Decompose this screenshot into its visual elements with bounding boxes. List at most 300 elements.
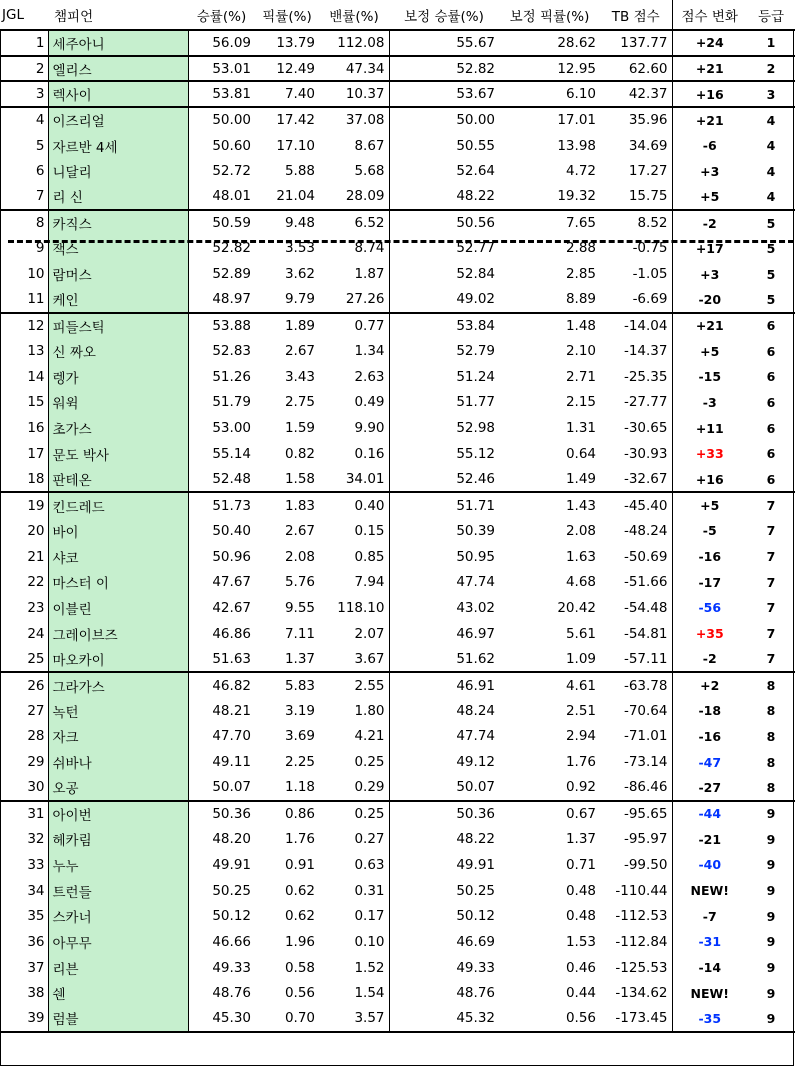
grade-cell: 9 xyxy=(766,934,776,950)
tb-score-cell: -54.48 xyxy=(623,599,668,616)
winrate-cell: 51.79 xyxy=(212,394,251,411)
banrate-cell: 10.37 xyxy=(319,81,389,107)
adj-winrate-cell: 47.74 xyxy=(456,574,495,591)
adj-pickrate-cell: 13.98 xyxy=(557,137,596,154)
grade-cell: 5 xyxy=(766,266,776,282)
banrate-cell: 118.10 xyxy=(319,595,389,621)
table-row xyxy=(0,955,795,981)
tb-score-cell: -54.81 xyxy=(623,625,668,642)
adj-winrate-cell: 55.67 xyxy=(389,30,499,56)
grade-cell: 9 xyxy=(766,960,776,976)
table-row xyxy=(0,878,795,904)
tb-score-cell: -95.65 xyxy=(600,801,672,827)
tb-score-cell: 17.27 xyxy=(628,163,668,180)
tb-score-cell: 62.60 xyxy=(600,56,672,82)
banrate-cell: 0.15 xyxy=(319,518,389,544)
adj-winrate-cell: 51.77 xyxy=(456,394,495,411)
banrate-cell: 1.52 xyxy=(319,955,389,981)
adj-winrate-cell: 51.71 xyxy=(389,492,499,518)
tb-score-cell: -173.45 xyxy=(600,1006,672,1032)
grade-cell: 8 xyxy=(766,728,776,744)
champion-name: 헤카림 xyxy=(48,826,188,852)
champion-name: 그라가스 xyxy=(48,672,188,698)
tb-score-cell: -14.37 xyxy=(623,343,668,360)
grade-cell: 6 xyxy=(766,471,776,487)
rank-cell: 8 xyxy=(0,210,48,236)
banrate-cell: 0.16 xyxy=(319,441,389,467)
banrate-cell: 37.08 xyxy=(319,107,389,133)
rank-cell: 28 xyxy=(0,724,48,750)
rank-cell: 30 xyxy=(0,775,48,801)
score-change-cell: -44 xyxy=(672,801,747,827)
tb-score-cell: -51.66 xyxy=(623,574,668,591)
grade-cell: 9 xyxy=(747,1006,795,1032)
pickrate-cell: 0.56 xyxy=(284,985,315,1002)
table-row xyxy=(0,621,795,647)
tb-score-cell: -27.77 xyxy=(623,394,668,411)
table-row xyxy=(0,647,795,673)
header-score-change: 점수 변화 xyxy=(672,0,747,30)
adj-winrate-cell: 49.33 xyxy=(456,959,495,976)
champion-name: 워윅 xyxy=(48,390,188,416)
table-row xyxy=(0,775,795,801)
tb-score-cell: -30.65 xyxy=(623,420,668,437)
adj-pickrate-cell: 6.10 xyxy=(499,81,600,107)
banrate-cell: 0.31 xyxy=(319,878,389,904)
rank-cell: 31 xyxy=(0,801,48,827)
rank-cell: 9 xyxy=(0,236,48,262)
adj-pickrate-cell: 0.71 xyxy=(565,856,596,873)
rank-cell: 25 xyxy=(0,647,48,673)
rank-cell: 1 xyxy=(0,30,48,56)
champion-name: 그레이브즈 xyxy=(48,621,188,647)
tb-score-cell: -25.35 xyxy=(623,368,668,385)
table-row xyxy=(0,569,795,595)
rank-cell: 2 xyxy=(0,56,48,82)
winrate-cell: 52.48 xyxy=(212,471,251,488)
adj-pickrate-cell: 2.08 xyxy=(565,522,596,539)
rank-cell: 11 xyxy=(0,287,48,313)
score-change-cell: +2 xyxy=(672,672,747,698)
rank-cell: 26 xyxy=(0,672,48,698)
banrate-cell: 27.26 xyxy=(319,287,389,313)
adj-pickrate-cell: 4.61 xyxy=(499,672,600,698)
banrate-cell: 8.67 xyxy=(319,133,389,159)
grade-cell: 3 xyxy=(747,81,795,107)
score-change-cell: NEW! xyxy=(672,878,747,904)
banrate-cell: 0.85 xyxy=(319,544,389,570)
rank-cell: 10 xyxy=(0,261,48,287)
champion-name: 자르반 4세 xyxy=(48,133,188,159)
champion-name: 카직스 xyxy=(48,210,188,236)
tb-score-cell: -6.69 xyxy=(632,291,668,308)
pickrate-cell: 3.19 xyxy=(284,702,315,719)
score-change-cell: +35 xyxy=(672,621,747,647)
adj-winrate-cell: 55.12 xyxy=(456,445,495,462)
pickrate-cell: 17.10 xyxy=(276,137,315,154)
score-change-cell: -2 xyxy=(672,647,747,673)
adj-winrate-cell: 50.39 xyxy=(456,522,495,539)
score-change-cell: +33 xyxy=(672,441,747,467)
pickrate-cell: 17.42 xyxy=(255,107,319,133)
champion-name: 쉬바나 xyxy=(48,749,188,775)
pickrate-cell: 3.69 xyxy=(284,728,315,745)
champion-name: 녹턴 xyxy=(48,698,188,724)
adj-pickrate-cell: 0.44 xyxy=(565,985,596,1002)
adj-pickrate-cell: 19.32 xyxy=(557,188,596,205)
pickrate-cell: 0.62 xyxy=(284,908,315,925)
tb-score-cell: -63.78 xyxy=(600,672,672,698)
champion-name: 렝가 xyxy=(48,364,188,390)
grade-cell: 8 xyxy=(766,754,776,770)
winrate-cell: 48.97 xyxy=(212,291,251,308)
table-row xyxy=(0,158,795,184)
grade-cell: 9 xyxy=(766,857,776,873)
banrate-cell: 47.34 xyxy=(319,56,389,82)
pickrate-cell: 0.58 xyxy=(284,959,315,976)
tb-score-cell: -112.84 xyxy=(615,933,668,950)
adj-winrate-cell: 49.91 xyxy=(456,856,495,873)
pickrate-cell: 7.40 xyxy=(255,81,319,107)
rank-cell: 36 xyxy=(0,929,48,955)
rank-cell: 37 xyxy=(0,955,48,981)
adj-pickrate-cell: 7.65 xyxy=(499,210,600,236)
pickrate-cell: 1.37 xyxy=(284,650,315,667)
score-change-cell: +21 xyxy=(672,313,747,339)
champion-name: 샤코 xyxy=(48,544,188,570)
pickrate-cell: 7.11 xyxy=(284,625,315,642)
grade-cell: 2 xyxy=(747,56,795,82)
table-row xyxy=(0,826,795,852)
pickrate-cell: 12.49 xyxy=(255,56,319,82)
pickrate-cell: 21.04 xyxy=(276,188,315,205)
header-adj-winrate: 보정 승률(%) xyxy=(389,0,499,30)
adj-pickrate-cell: 1.76 xyxy=(565,754,596,771)
adj-pickrate-cell: 2.71 xyxy=(565,368,596,385)
banrate-cell: 28.09 xyxy=(319,184,389,210)
adj-winrate-cell: 50.25 xyxy=(456,882,495,899)
table-row xyxy=(0,261,795,287)
tb-score-cell: -57.11 xyxy=(623,650,668,667)
table-body xyxy=(0,30,795,1032)
adj-pickrate-cell: 1.53 xyxy=(565,933,596,950)
grade-cell: 4 xyxy=(766,138,776,154)
adj-winrate-cell: 50.95 xyxy=(456,548,495,565)
grade-cell: 6 xyxy=(766,394,776,410)
adj-winrate-cell: 48.22 xyxy=(456,831,495,848)
score-change-cell: -21 xyxy=(672,826,747,852)
winrate-cell: 49.33 xyxy=(212,959,251,976)
winrate-cell: 50.07 xyxy=(212,779,251,796)
champion-name: 피들스틱 xyxy=(48,313,188,339)
adj-winrate-cell: 52.77 xyxy=(456,240,495,257)
score-change-cell: -18 xyxy=(672,698,747,724)
adj-winrate-cell: 46.91 xyxy=(389,672,499,698)
champion-name: 세주아니 xyxy=(48,30,188,56)
adj-winrate-cell: 52.79 xyxy=(456,343,495,360)
tb-score-cell: 15.75 xyxy=(628,188,668,205)
tb-score-cell: 34.69 xyxy=(628,137,668,154)
tb-score-cell: -0.75 xyxy=(632,240,668,257)
table-row xyxy=(0,184,795,210)
adj-winrate-cell: 52.64 xyxy=(456,163,495,180)
grade-cell: 7 xyxy=(766,651,776,667)
adj-pickrate-cell: 1.63 xyxy=(565,548,596,565)
winrate-cell: 46.66 xyxy=(212,933,251,950)
champion-name: 초가스 xyxy=(48,415,188,441)
winrate-cell: 51.73 xyxy=(188,492,255,518)
adj-winrate-cell: 53.84 xyxy=(389,313,499,339)
adj-winrate-cell: 46.69 xyxy=(456,933,495,950)
grade-cell: 9 xyxy=(766,883,776,899)
adj-pickrate-cell: 1.48 xyxy=(499,313,600,339)
adj-pickrate-cell: 2.88 xyxy=(565,240,596,257)
winrate-cell: 49.11 xyxy=(212,754,251,771)
adj-winrate-cell: 49.02 xyxy=(456,291,495,308)
rank-cell: 38 xyxy=(0,980,48,1006)
winrate-cell: 48.01 xyxy=(212,188,251,205)
table-row xyxy=(0,544,795,570)
grade-cell: 7 xyxy=(766,626,776,642)
champion-name: 엘리스 xyxy=(48,56,188,82)
pickrate-cell: 1.83 xyxy=(255,492,319,518)
winrate-cell: 56.09 xyxy=(188,30,255,56)
pickrate-cell: 0.86 xyxy=(255,801,319,827)
grade-cell: 5 xyxy=(747,210,795,236)
winrate-cell: 47.70 xyxy=(212,728,251,745)
winrate-cell: 53.88 xyxy=(188,313,255,339)
score-change-cell: -31 xyxy=(672,929,747,955)
grade-cell: 4 xyxy=(766,188,776,204)
score-change-cell: +3 xyxy=(672,158,747,184)
winrate-cell: 48.20 xyxy=(212,831,251,848)
table-row xyxy=(0,364,795,390)
score-change-cell: -20 xyxy=(672,287,747,313)
champion-name: 아무무 xyxy=(48,929,188,955)
pickrate-cell: 2.75 xyxy=(284,394,315,411)
banrate-cell: 0.49 xyxy=(319,390,389,416)
champion-name: 람머스 xyxy=(48,261,188,287)
grade-cell: 4 xyxy=(766,163,776,179)
adj-winrate-cell: 49.12 xyxy=(456,754,495,771)
winrate-cell: 53.01 xyxy=(188,56,255,82)
score-change-cell: -6 xyxy=(672,133,747,159)
pickrate-cell: 5.83 xyxy=(255,672,319,698)
adj-pickrate-cell: 20.42 xyxy=(557,599,596,616)
grade-cell: 7 xyxy=(747,492,795,518)
banrate-cell: 2.63 xyxy=(319,364,389,390)
champion-name: 이블린 xyxy=(48,595,188,621)
adj-winrate-cell: 53.67 xyxy=(389,81,499,107)
rank-cell: 14 xyxy=(0,364,48,390)
rank-cell: 3 xyxy=(0,81,48,107)
winrate-cell: 50.12 xyxy=(212,908,251,925)
tb-score-cell: -50.69 xyxy=(623,548,668,565)
score-change-cell: -5 xyxy=(672,518,747,544)
grade-cell: 7 xyxy=(766,523,776,539)
table-row xyxy=(0,107,795,133)
winrate-cell: 53.81 xyxy=(188,81,255,107)
rank-cell: 27 xyxy=(0,698,48,724)
pickrate-cell: 1.18 xyxy=(284,779,315,796)
rank-cell: 29 xyxy=(0,749,48,775)
rank-cell: 15 xyxy=(0,390,48,416)
banrate-cell: 0.10 xyxy=(319,929,389,955)
table-row xyxy=(0,81,795,107)
rank-cell: 13 xyxy=(0,338,48,364)
tb-score-cell: -99.50 xyxy=(623,856,668,873)
adj-pickrate-cell: 12.95 xyxy=(499,56,600,82)
banrate-cell: 0.25 xyxy=(319,749,389,775)
adj-pickrate-cell: 8.89 xyxy=(565,291,596,308)
score-change-cell: +11 xyxy=(672,415,747,441)
banrate-cell: 0.63 xyxy=(319,852,389,878)
grade-cell: 9 xyxy=(766,908,776,924)
pickrate-cell: 9.48 xyxy=(255,210,319,236)
banrate-cell: 0.29 xyxy=(319,775,389,801)
pickrate-cell: 0.62 xyxy=(284,882,315,899)
table-row xyxy=(0,724,795,750)
pickrate-cell: 2.67 xyxy=(284,522,315,539)
grade-cell: 8 xyxy=(766,779,776,795)
adj-winrate-cell: 50.56 xyxy=(389,210,499,236)
champion-name: 스카너 xyxy=(48,903,188,929)
score-change-cell: +5 xyxy=(672,492,747,518)
rank-cell: 4 xyxy=(0,107,48,133)
winrate-cell: 52.83 xyxy=(212,343,251,360)
dashed-cutoff-line xyxy=(8,240,794,243)
grade-cell: 7 xyxy=(766,600,776,616)
score-change-cell: -17 xyxy=(672,569,747,595)
pickrate-cell: 1.96 xyxy=(284,933,315,950)
header-jgl: JGL xyxy=(0,0,48,30)
pickrate-cell: 0.82 xyxy=(284,445,315,462)
pickrate-cell: 5.88 xyxy=(284,163,315,180)
winrate-cell: 46.86 xyxy=(212,625,251,642)
rank-cell: 6 xyxy=(0,158,48,184)
pickrate-cell: 1.89 xyxy=(255,313,319,339)
rank-cell: 5 xyxy=(0,133,48,159)
tb-score-cell: 8.52 xyxy=(600,210,672,236)
score-change-cell: -47 xyxy=(672,749,747,775)
adj-winrate-cell: 52.82 xyxy=(389,56,499,82)
banrate-cell: 1.87 xyxy=(319,261,389,287)
table-row xyxy=(0,56,795,82)
tb-score-cell: -86.46 xyxy=(623,779,668,796)
score-change-cell: -14 xyxy=(672,955,747,981)
rank-cell: 32 xyxy=(0,826,48,852)
rank-cell: 7 xyxy=(0,184,48,210)
winrate-cell: 50.00 xyxy=(188,107,255,133)
rank-cell: 23 xyxy=(0,595,48,621)
champion-name: 신 짜오 xyxy=(48,338,188,364)
winrate-cell: 52.89 xyxy=(212,266,251,283)
table-row xyxy=(0,749,795,775)
adj-pickrate-cell: 0.48 xyxy=(565,882,596,899)
adj-winrate-cell: 45.32 xyxy=(389,1006,499,1032)
adj-pickrate-cell: 5.61 xyxy=(565,625,596,642)
tb-score-cell: -112.53 xyxy=(615,908,668,925)
tb-score-cell: -1.05 xyxy=(632,266,668,283)
tb-score-cell: -73.14 xyxy=(623,754,668,771)
champion-name: 마오카이 xyxy=(48,647,188,673)
rank-cell: 18 xyxy=(0,467,48,493)
rank-cell: 20 xyxy=(0,518,48,544)
champion-name: 판테온 xyxy=(48,467,188,493)
champion-name: 오공 xyxy=(48,775,188,801)
table-row xyxy=(0,903,795,929)
banrate-cell: 0.17 xyxy=(319,903,389,929)
winrate-cell: 52.72 xyxy=(212,163,251,180)
table-row xyxy=(0,287,795,313)
table-row xyxy=(0,210,795,236)
score-change-cell: +3 xyxy=(672,261,747,287)
tb-score-cell: -95.97 xyxy=(623,831,668,848)
banrate-cell: 1.80 xyxy=(319,698,389,724)
header-tb-score: TB 점수 xyxy=(600,0,672,30)
winrate-cell: 50.36 xyxy=(188,801,255,827)
adj-winrate-cell: 43.02 xyxy=(456,599,495,616)
banrate-cell: 112.08 xyxy=(319,30,389,56)
table-header-row xyxy=(0,0,795,30)
score-change-cell: -56 xyxy=(672,595,747,621)
tb-score-cell: -30.93 xyxy=(623,445,668,462)
adj-winrate-cell: 47.74 xyxy=(456,728,495,745)
banrate-cell: 8.74 xyxy=(319,236,389,262)
score-change-cell: -40 xyxy=(672,852,747,878)
header-pickrate: 픽률(%) xyxy=(255,0,319,30)
header-banrate: 밴률(%) xyxy=(319,0,389,30)
grade-cell: 8 xyxy=(766,703,776,719)
adj-pickrate-cell: 2.15 xyxy=(565,394,596,411)
header-adj-pickrate: 보정 픽률(%) xyxy=(499,0,600,30)
adj-pickrate-cell: 2.85 xyxy=(565,266,596,283)
score-change-cell: +5 xyxy=(672,338,747,364)
pickrate-cell: 1.76 xyxy=(284,831,315,848)
rank-cell: 34 xyxy=(0,878,48,904)
adj-pickrate-cell: 1.43 xyxy=(499,492,600,518)
rank-cell: 39 xyxy=(0,1006,48,1032)
score-change-cell: -2 xyxy=(672,210,747,236)
grade-cell: 7 xyxy=(766,549,776,565)
adj-pickrate-cell: 4.72 xyxy=(565,163,596,180)
tb-score-cell: 35.96 xyxy=(600,107,672,133)
pickrate-cell: 3.43 xyxy=(284,368,315,385)
tb-score-cell: -134.62 xyxy=(615,985,668,1002)
adj-pickrate-cell: 1.31 xyxy=(565,420,596,437)
adj-winrate-cell: 51.62 xyxy=(456,650,495,667)
tb-score-cell: 42.37 xyxy=(600,81,672,107)
score-change-cell: +17 xyxy=(672,236,747,262)
winrate-cell: 52.82 xyxy=(212,240,251,257)
rank-cell: 33 xyxy=(0,852,48,878)
adj-pickrate-cell: 1.37 xyxy=(565,831,596,848)
tb-score-cell: -48.24 xyxy=(623,522,668,539)
rank-cell: 19 xyxy=(0,492,48,518)
pickrate-cell: 5.76 xyxy=(284,574,315,591)
grade-cell: 6 xyxy=(766,343,776,359)
score-change-cell: -16 xyxy=(672,544,747,570)
champion-name: 이즈리얼 xyxy=(48,107,188,133)
header-grade: 등급 xyxy=(747,0,795,30)
table-row xyxy=(0,698,795,724)
adj-pickrate-cell: 28.62 xyxy=(499,30,600,56)
pickrate-cell: 13.79 xyxy=(255,30,319,56)
tb-score-cell: -110.44 xyxy=(615,882,668,899)
banrate-cell: 3.67 xyxy=(319,647,389,673)
table-row xyxy=(0,133,795,159)
tb-score-cell: -71.01 xyxy=(623,728,668,745)
